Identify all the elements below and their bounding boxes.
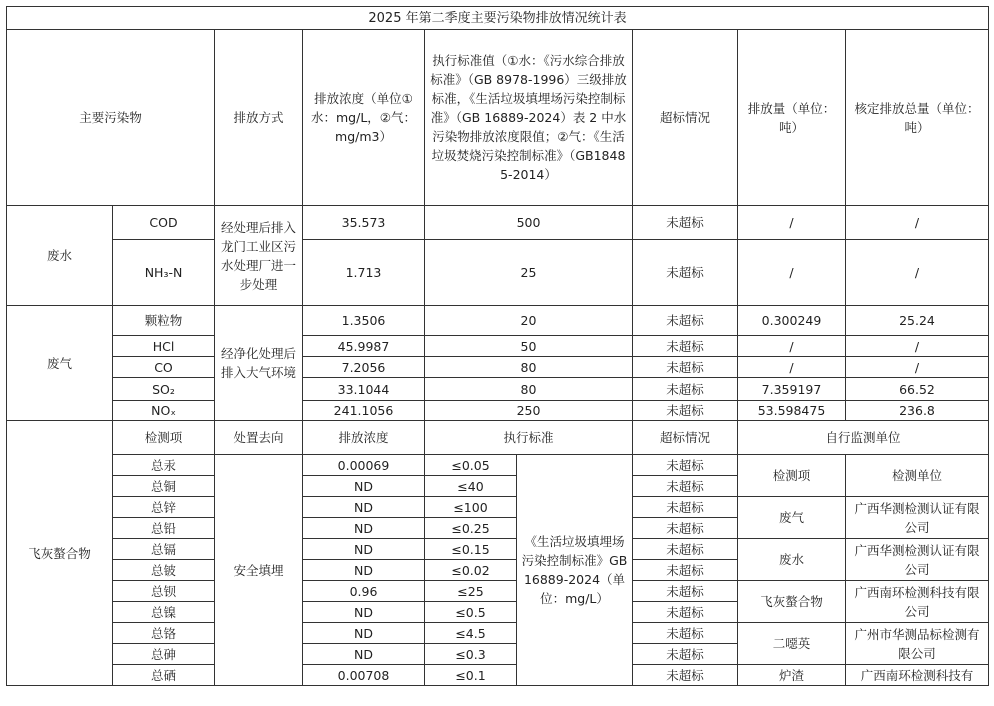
status-value: 未超标 (633, 357, 738, 378)
ash-status: 未超标 (633, 602, 738, 623)
emission-value: 0.300249 (738, 306, 846, 336)
pollutant-name: NH₃-N (113, 240, 215, 306)
header-approved: 核定排放总量（单位：吨） (846, 30, 989, 206)
ash-concentration: ND (303, 518, 425, 539)
ash-item-name: 总铜 (113, 476, 215, 497)
table-row (7, 497, 989, 518)
ash-item-name: 总镉 (113, 539, 215, 560)
ash-header-disposal: 处置去向 (215, 421, 303, 455)
ash-item-name: 总锌 (113, 497, 215, 518)
ash-item-name: 总铍 (113, 560, 215, 581)
ash-status: 未超标 (633, 476, 738, 497)
ash-disposal: 安全填埋 (215, 455, 303, 686)
header-standard: 执行标准值（①水：《污水综合排放标准》（GB 8978-1996）三级排放标准，《生活垃圾填埋场污染控制标准》（GB 16889-2024）表 2 中水污染物排放浓度限值；②气：《生活垃圾焚烧污染控制标准》（GB18485-2014） (425, 30, 633, 206)
ash-header-monitor: 自行监测单位 (738, 421, 989, 455)
ash-limit: ≤0.15 (425, 539, 517, 560)
ash-item-name: 总镍 (113, 602, 215, 623)
ash-header-standard: 执行标准 (425, 421, 633, 455)
status-value: 未超标 (633, 206, 738, 240)
pollutant-emission-table (6, 6, 989, 686)
pollutant-name: COD (113, 206, 215, 240)
ash-concentration: ND (303, 476, 425, 497)
ash-status: 未超标 (633, 539, 738, 560)
concentration-value: 1.713 (303, 240, 425, 306)
standard-value: 80 (425, 378, 633, 401)
standard-value: 500 (425, 206, 633, 240)
monitor-item: 飞灰螯合物 (738, 581, 846, 623)
ash-item-name: 总铅 (113, 518, 215, 539)
wastewater-method: 经处理后排入龙门工业区污水处理厂进一步处理 (215, 206, 303, 306)
ash-limit: ≤4.5 (425, 623, 517, 644)
table-row (7, 378, 989, 401)
ash-item-name: 总硒 (113, 665, 215, 686)
emission-value: / (738, 206, 846, 240)
emission-value: / (738, 336, 846, 357)
ash-limit: ≤25 (425, 581, 517, 602)
status-value: 未超标 (633, 306, 738, 336)
concentration-value: 45.9987 (303, 336, 425, 357)
ash-status: 未超标 (633, 665, 738, 686)
monitor-header-unit: 检测单位 (846, 455, 989, 497)
table-row (7, 357, 989, 378)
ash-limit: ≤0.1 (425, 665, 517, 686)
ash-item-name: 总铬 (113, 623, 215, 644)
table-row (7, 336, 989, 357)
ash-concentration: 0.00069 (303, 455, 425, 476)
ash-concentration: 0.00708 (303, 665, 425, 686)
monitor-item: 废水 (738, 539, 846, 581)
approved-value: 66.52 (846, 378, 989, 401)
gas-label: 废气 (7, 306, 113, 421)
pollutant-name: SO₂ (113, 378, 215, 401)
ash-item-name: 总钡 (113, 581, 215, 602)
table-row (7, 306, 989, 336)
monitor-header-item: 检测项 (738, 455, 846, 497)
standard-value: 80 (425, 357, 633, 378)
ash-status: 未超标 (633, 560, 738, 581)
ash-status: 未超标 (633, 644, 738, 665)
approved-value: / (846, 336, 989, 357)
approved-value: / (846, 357, 989, 378)
pollutant-name: NOₓ (113, 401, 215, 421)
monitor-unit: 广西华测检测认证有限公司 (846, 539, 989, 581)
monitor-unit: 广西南环检测科技有限公司 (846, 581, 989, 623)
concentration-value: 35.573 (303, 206, 425, 240)
ash-standard-note: 《生活垃圾填埋场污染控制标准》GB16889-2024（单位：mg/L） (517, 455, 633, 686)
emission-value: / (738, 240, 846, 306)
standard-value: 20 (425, 306, 633, 336)
table-row (7, 455, 989, 476)
monitor-item: 废气 (738, 497, 846, 539)
standard-value: 25 (425, 240, 633, 306)
ash-concentration: ND (303, 623, 425, 644)
ash-header-item: 检测项 (113, 421, 215, 455)
table-row (7, 539, 989, 560)
ash-header-concentration: 排放浓度 (303, 421, 425, 455)
status-value: 未超标 (633, 240, 738, 306)
ash-item-name: 总汞 (113, 455, 215, 476)
table-row (7, 240, 989, 306)
table-row (7, 206, 989, 240)
ash-header-status: 超标情况 (633, 421, 738, 455)
ash-concentration: ND (303, 539, 425, 560)
approved-value: 25.24 (846, 306, 989, 336)
monitor-item: 炉渣 (738, 665, 846, 686)
table-row (7, 421, 989, 455)
concentration-value: 1.3506 (303, 306, 425, 336)
ash-status: 未超标 (633, 497, 738, 518)
table-row (7, 401, 989, 421)
ash-status: 未超标 (633, 518, 738, 539)
standard-value: 50 (425, 336, 633, 357)
ash-status: 未超标 (633, 623, 738, 644)
ash-concentration: ND (303, 560, 425, 581)
ash-item-name: 总砷 (113, 644, 215, 665)
ash-limit: ≤0.02 (425, 560, 517, 581)
pollutant-name: HCl (113, 336, 215, 357)
table-row (7, 665, 989, 686)
concentration-value: 7.2056 (303, 357, 425, 378)
ash-limit: ≤100 (425, 497, 517, 518)
approved-value: / (846, 240, 989, 306)
table-row (7, 623, 989, 644)
ash-limit: ≤0.5 (425, 602, 517, 623)
concentration-value: 33.1044 (303, 378, 425, 401)
ash-concentration: ND (303, 602, 425, 623)
ash-limit: ≤0.3 (425, 644, 517, 665)
header-emission: 排放量（单位：吨） (738, 30, 846, 206)
header-concentration: 排放浓度（单位①水：mg/L，②气：mg/m3） (303, 30, 425, 206)
ash-limit: ≤0.05 (425, 455, 517, 476)
header-method: 排放方式 (215, 30, 303, 206)
ash-concentration: 0.96 (303, 581, 425, 602)
header-exceed: 超标情况 (633, 30, 738, 206)
status-value: 未超标 (633, 401, 738, 421)
table-row (7, 581, 989, 602)
ash-status: 未超标 (633, 455, 738, 476)
approved-value: / (846, 206, 989, 240)
monitor-item: 二噁英 (738, 623, 846, 665)
ash-label: 飞灰螯合物 (7, 421, 113, 686)
emission-value: / (738, 357, 846, 378)
emission-value: 53.598475 (738, 401, 846, 421)
monitor-unit: 广西华测检测认证有限公司 (846, 497, 989, 539)
wastewater-label: 废水 (7, 206, 113, 306)
standard-value: 250 (425, 401, 633, 421)
gas-method: 经净化处理后排入大气环境 (215, 306, 303, 421)
table-title: 2025 年第二季度主要污染物排放情况统计表 (7, 7, 989, 30)
header-pollutant: 主要污染物 (7, 30, 215, 206)
ash-limit: ≤0.25 (425, 518, 517, 539)
pollutant-name: CO (113, 357, 215, 378)
status-value: 未超标 (633, 336, 738, 357)
ash-status: 未超标 (633, 581, 738, 602)
ash-concentration: ND (303, 497, 425, 518)
ash-limit: ≤40 (425, 476, 517, 497)
pollutant-name: 颗粒物 (113, 306, 215, 336)
concentration-value: 241.1056 (303, 401, 425, 421)
approved-value: 236.8 (846, 401, 989, 421)
monitor-unit: 广州市华测品标检测有限公司 (846, 623, 989, 665)
monitor-unit: 广西南环检测科技有 (846, 665, 989, 686)
emission-value: 7.359197 (738, 378, 846, 401)
ash-concentration: ND (303, 644, 425, 665)
status-value: 未超标 (633, 378, 738, 401)
